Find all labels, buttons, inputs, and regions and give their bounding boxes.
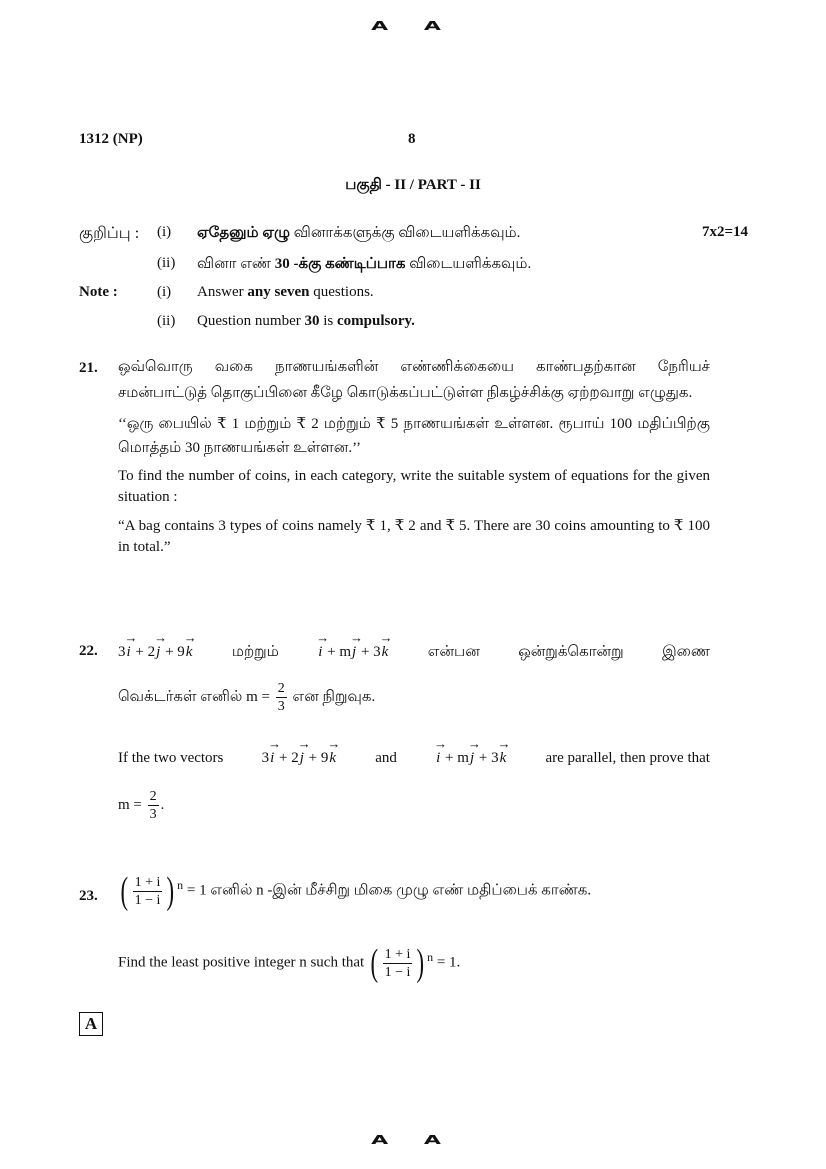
denominator: 3 [277, 699, 285, 714]
coef: + 9 [308, 750, 329, 766]
note-text: Question number [197, 313, 305, 329]
numerator: 1 + i [384, 946, 411, 962]
note-bold: any seven [247, 284, 310, 300]
text: இணை [662, 644, 710, 660]
note-bold: compulsory. [337, 313, 415, 329]
q21-english-quote: “A bag contains 3 types of coins namely ₹ 1, ₹ 2 and ₹ 5. There are 30 coins amounting to ₹ 100 in total.” [118, 518, 710, 555]
exponent: n [177, 878, 184, 892]
unit-vector: → j [351, 639, 357, 665]
fraction [276, 680, 287, 715]
text: என்பன [427, 644, 480, 660]
unit-vector: → i [126, 639, 132, 665]
coef: 3 [118, 644, 126, 660]
english-note-label: Note : [79, 284, 118, 300]
english-note-1 [197, 284, 374, 301]
tamil-note-2 [197, 255, 531, 274]
note-text: வினாக்களுக்கு விடையளிக்கவும். [290, 225, 521, 241]
unit-vector: → k [499, 745, 508, 771]
note-text: questions. [309, 284, 374, 300]
note-bold: 30 [304, 313, 320, 329]
note-number: (ii) [157, 313, 176, 329]
unit-vector: → i [317, 639, 323, 665]
unit-vector: → i [269, 745, 275, 771]
note-bold: ஏதேனும் ஏழு [197, 225, 291, 241]
unit-vector: → j [155, 639, 161, 665]
numerator: 2 [277, 681, 285, 696]
unit-vector: → k [185, 639, 194, 665]
question-number: 21. [79, 360, 98, 376]
vector-2 [317, 639, 389, 665]
question-number: 23. [79, 888, 98, 904]
numerator: 2 [149, 789, 157, 804]
note-number: (i) [157, 284, 172, 300]
note-number: (ii) [157, 255, 176, 271]
coef: + 3 [478, 750, 499, 766]
exponent: n [427, 950, 434, 964]
text: . [160, 796, 165, 813]
unit-vector: → k [381, 639, 390, 665]
q22-english-line1 [118, 745, 710, 771]
unit-vector: → k [328, 745, 337, 771]
version-box: A [79, 1012, 103, 1036]
fraction-power: ( $\frac{1 + i}{1 - i}$ ) $^n$ [120, 870, 184, 912]
header-mark: A A [371, 19, 455, 34]
denominator: 3 [149, 807, 157, 822]
coef: + m [327, 644, 352, 660]
english-note-2 [197, 313, 415, 330]
note-text: வினா எண் [197, 256, 275, 272]
q21-tamil-quote: ‘‘ஒரு பையில் ₹ 1 மற்றும் ₹ 2 மற்றும் ₹ 5 நாணயங்கள் உள்ளன. ரூபாய் 100 மதிப்பிற்கு மொத்தம் 30 நாணயங்கள் உள்ளன.’’ [118, 416, 710, 456]
fraction [148, 788, 159, 823]
coef: 3 [261, 750, 270, 766]
q23-tamil [118, 872, 710, 910]
footer-mark: A A [371, 1133, 455, 1148]
unit-vector: → j [469, 745, 475, 771]
question-number: 22. [79, 643, 98, 659]
text: என நிறுவுக. [292, 688, 376, 705]
page-number: 8 [408, 131, 416, 147]
q21-tamil: ஒவ்வொரு வகை நாணயங்களின் எண்ணிக்கையை காண்பதற்கான நேரியச் சமன்பாட்டுத் தொகுப்பினை கீழே கொடுக்கப்பட்டுள்ள நிகழ்ச்சிக்கு ஏற்றவாறு எழுதுக. [118, 359, 710, 401]
unit-vector: → j [299, 745, 305, 771]
q23-english [118, 944, 710, 982]
numerator: 1 + i [134, 874, 161, 890]
marks: 7x2=14 [701, 224, 748, 240]
text: If the two vectors [118, 750, 224, 766]
text: ஒன்றுக்கொன்று [518, 644, 624, 660]
tamil-note-1 [197, 224, 520, 243]
vector-1 [118, 639, 193, 665]
fraction-power: ( $\frac{1 + i}{1 - i}$ ) $^n$ [370, 942, 434, 984]
q21-english: To find the number of coins, in each category, write the suitable system of equations for the given situation : [118, 468, 710, 505]
coef: + 9 [165, 644, 185, 660]
q22-english-line2 [118, 788, 710, 823]
text: Find the least positive integer n such that [118, 954, 365, 971]
vector-1 [262, 745, 337, 771]
text: m = [246, 688, 271, 705]
text: மற்றும் [231, 644, 279, 660]
question-body [118, 354, 710, 558]
note-text: விடையளிக்கவும். [405, 256, 532, 272]
part-heading: பகுதி - II / PART - II [345, 177, 481, 193]
text: எனில் n -இன் மீச்சிறு மிகை முழு எண் மதிப்பைக் காண்க. [210, 882, 592, 899]
note-text: Answer [197, 284, 248, 300]
q22-tamil-line1 [118, 639, 710, 665]
coef: + m [445, 750, 469, 766]
coef: + 2 [135, 644, 156, 660]
paper-code: 1312 (NP) [79, 131, 143, 147]
text: and [375, 750, 397, 766]
text: are parallel, then prove that [545, 750, 710, 766]
text: = 1 [186, 882, 207, 899]
coef: + 3 [360, 644, 381, 660]
note-number: (i) [157, 224, 172, 240]
unit-vector: → i [435, 745, 441, 771]
text: = 1. [436, 954, 461, 971]
vector-2 [435, 745, 507, 771]
text: வெக்டர்கள் எனில் [118, 688, 243, 705]
coef: + 2 [279, 750, 299, 766]
text: m = [118, 796, 142, 813]
note-bold: 30 -க்கு கண்டிப்பாக [274, 256, 406, 272]
tamil-note-label: குறிப்பு : [79, 225, 140, 242]
denominator: 1 − i [134, 892, 161, 908]
note-text: is [319, 313, 337, 329]
q22-tamil-line2 [118, 680, 710, 715]
denominator: 1 − i [384, 964, 411, 980]
